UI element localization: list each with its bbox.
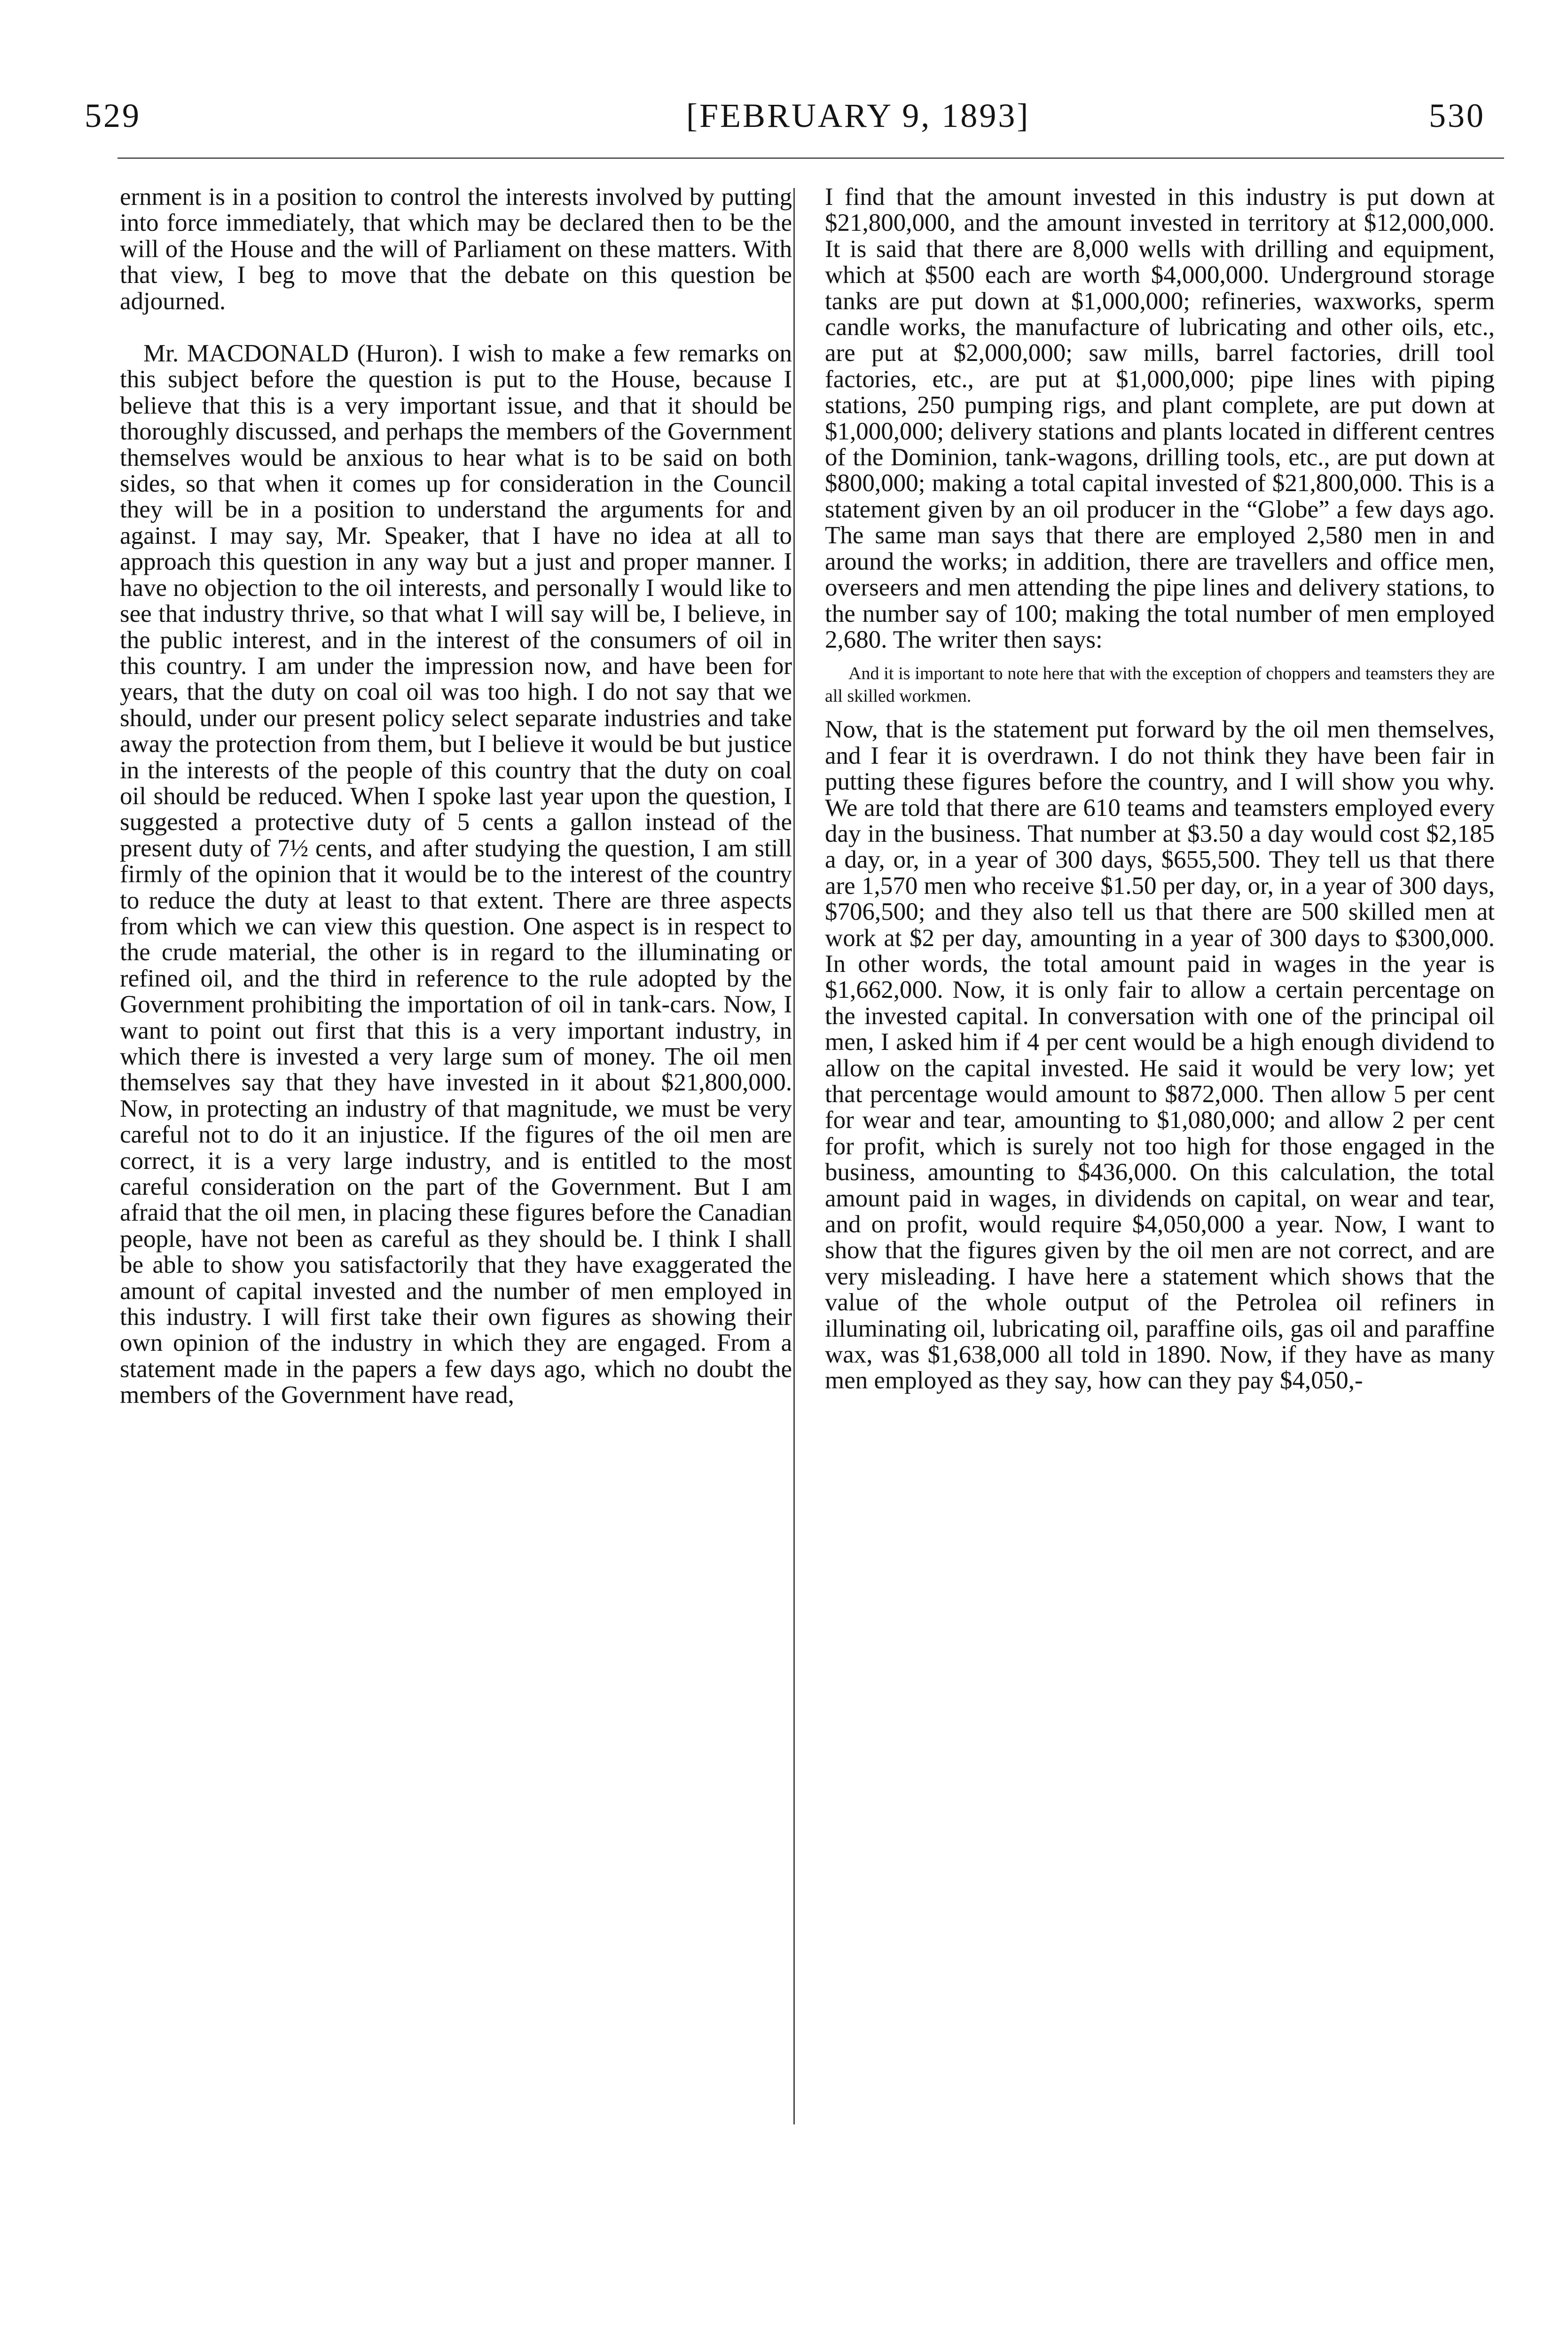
page-header: [80, 96, 1485, 139]
paragraph-wages-analysis: Now, that is the statement put forward by the oil men themselves, and I fear it is overdrawn. I do not think they have been fair in putting these figures before the country, and I will show you why. We are told that there are 610 teams and teamsters employed every day in the business. That number at $3.50 a day would cost $2,185 a day, or, in a year of 300 days, $655,500. They tell us that there are 1,570 men who receive $1.50 per day, or, in a year of 300 days, $706,500; and they also tell us that there are 500 skilled men at work at $2 per day, amounting in a year of 300 days to $300,000. In other words, the total amount paid in wages in the year is $1,662,000. Now, it is only fair to allow a certain percentage on the invested capital. In conversation with one of the principal oil men, I asked him if 4 per cent would be a high enough dividend to allow on the capital invested. He said it would be very low; yet that percentage would amount to $872,000. Then allow 5 per cent for wear and tear, amounting to $1,080,000; and allow 2 per cent for profit, which is surely not too high for those engaged in the business, amounting to $436,000. On this calculation, the total amount paid in wages, in dividends on capital, on wear and tear, and on profit, would require $4,050,000 a year. Now, I want to show that the figures given by the oil men are not correct, and are very misleading. I have here a statement which shows that the value of the whole output of the Petrolea oil refiners in illuminating oil, lubricating oil, paraffine oils, gas oil and paraffine wax, was $1,638,000 all told in 1890. Now, if they have as many men employed as they say, how can they pay $4,050,-: [825, 716, 1495, 1394]
paragraph-continued: ernment is in a position to control the interests involved by putting into force immediately, that which may be declared then to be the will of the House and the will of Parliament on these matters. With that view, I beg to move that the debate on this question be adjourned.: [120, 183, 792, 315]
page-number-right: 530: [1429, 97, 1485, 134]
header-rule: [118, 157, 1504, 159]
quoted-passage: And it is important to note here that with the exception of choppers and teamsters they are all skilled workmen.: [825, 664, 1495, 706]
left-column: [120, 184, 792, 1409]
paragraph-macdonald-speech: Mr. MACDONALD (Huron). I wish to make a few remarks on this subject before the question is put to the House, because I believe that this is a very important issue, and that it should be thoroughly discussed, and perhaps the members of the Government themselves would be anxious to hear what is to be said on both sides, so that when it comes up for consideration in the Council they will be in a position to understand the arguments for and against. I may say, Mr. Speaker, that I have no idea at all to approach this question in any way but a just and proper manner. I have no objection to the oil interests, and personally I would like to see that industry thrive, so that what I will say will be, I believe, in the public interest, and in the interest of the consumers of oil in this country. I am under the impression now, and have been for years, that the duty on coal oil was too high. I do not say that we should, under our present policy select separate industries and take away the protection from them, but I believe it would be but justice in the interests of the people of this country that the duty on coal oil should be reduced. When I spoke last year upon the question, I suggested a protective duty of 5 cents a gallon instead of the present duty of 7½ cents, and after studying the question, I am still firmly of the opinion that it would be to the interest of the country to reduce the duty at least to that extent. There are three aspects from which we can view this question. One aspect is in respect to the crude material, the other is in regard to the illuminating or refined oil, and the third in reference to the rule adopted by the Government prohibiting the importation of oil in tank-cars. Now, I want to point out first that this is a very important industry, in which there is invested a very large sum of money. The oil men themselves say that they have invested in it about $21,800,000. Now, in protecting an industry of that magnitude, we must be very careful not to do it an injustice. If the figures of the oil men are correct, it is a very large industry, and is entitled to the most careful consideration on the part of the Government. But I am afraid that the oil men, in placing these figures before the Canadian people, have not been as careful as they should be. I think I shall be able to show you satisfactorily that they have exaggerated the amount of capital invested and the number of men employed in this industry. I will first take their own figures as showing their own opinion of the industry in which they are engaged. From a statement made in the papers a few days ago, which no doubt the members of the Government have read,: [120, 340, 792, 1409]
session-date: [FEBRUARY 9, 1893]: [686, 97, 1030, 134]
paragraph-investment-figures: I find that the amount invested in this industry is put down at $21,800,000, and the amount invested in territory at $12,000,000. It is said that there are 8,000 wells with drilling and equipment, which at $500 each are worth $4,000,000. Underground storage tanks are put down at $1,000,000; refineries, waxworks, sperm candle works, the manufacture of lubricating and other oils, etc., are put at $2,000,000; saw mills, barrel factories, drill tool factories, etc., are put at $1,000,000; pipe lines with piping stations, 250 pumping rigs, and plant complete, are put down at $1,000,000; delivery stations and plants located in different centres of the Dominion, tank-wagons, drilling tools, etc., are put down at $800,000; making a total capital invested of $21,800,000. This is a statement given by an oil producer in the “Globe” a few days ago. The same man says that there are employed 2,580 men in and around the works; in addition, there are travellers and office men, overseers and men attending the pipe lines and delivery stations, to the number say of 100; making the total number of men employed 2,680. The writer then says:: [825, 183, 1495, 653]
right-column: [825, 184, 1495, 1394]
page-number-left: 529: [85, 97, 141, 134]
column-divider: [793, 188, 795, 2124]
